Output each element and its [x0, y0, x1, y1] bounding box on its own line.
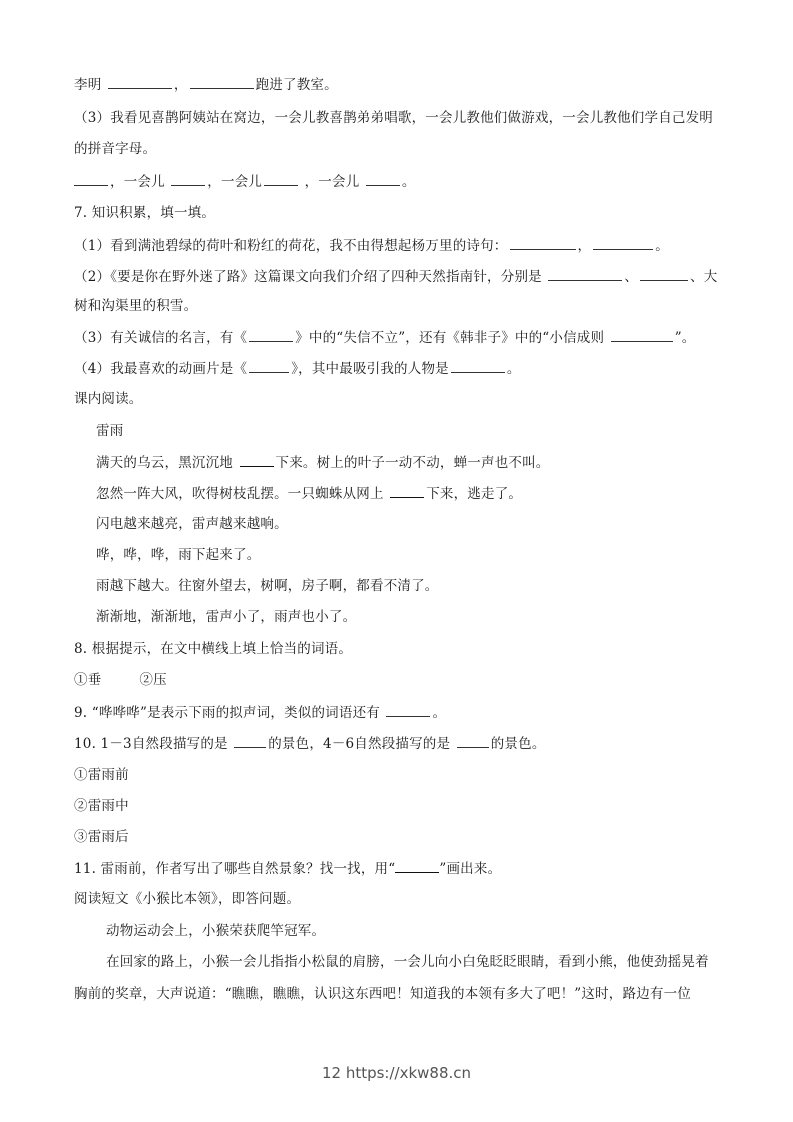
- fill-blank[interactable]: [190, 74, 254, 89]
- text: 10. 1－3自然段描写的是: [74, 736, 233, 752]
- poem-paragraph-5: 雨越下越大。往窗外望去，树啊，房子啊，都看不清了。: [96, 578, 439, 594]
- poem-paragraph-6: 渐渐地，渐渐地，雷声小了，雨声也小了。: [96, 609, 357, 625]
- text: 11. 雷雨前，作者写出了哪些自然景象？找一找，用“: [74, 861, 396, 877]
- fill-blank[interactable]: [366, 171, 400, 186]
- question-7-3: [74, 327, 696, 348]
- poem-title: 雷雨: [96, 423, 124, 439]
- question-7-4: [74, 358, 521, 379]
- text: ，一会儿: [110, 174, 170, 190]
- text: 。: [401, 174, 416, 190]
- story-paragraph-2-cont: 胸前的奖章，大声说道：“瞧瞧，瞧瞧，认识这东西吧！知道我的本领有多大了吧！”这时，路边有一位: [74, 986, 692, 1002]
- question-8-options: [74, 670, 167, 690]
- text: 李明: [74, 77, 106, 93]
- text: ，: [577, 238, 592, 254]
- fill-blank[interactable]: [451, 358, 505, 373]
- question-7-2-cont: 树和沟渠里的积雪。: [74, 298, 198, 314]
- reading-intro: 课内阅读。: [74, 391, 143, 407]
- text: （4）我最喜欢的动画片是《: [74, 361, 248, 377]
- option-2: ②压: [139, 672, 167, 688]
- text: ”。: [674, 330, 696, 346]
- fill-blank[interactable]: [108, 74, 172, 89]
- question-7-title: 7. 知识积累，填一填。: [74, 205, 216, 221]
- poem-paragraph-3: 闪电越来越亮，雷声越来越响。: [96, 516, 288, 532]
- page-footer: [0, 1064, 793, 1082]
- text: （3）有关诚信的名言，有《: [74, 330, 248, 346]
- text: 》中的“失信不立”，还有《韩非子》中的“小信成则: [295, 330, 609, 346]
- text: 》，其中最吸引我的人物是: [291, 361, 449, 377]
- text: 。: [324, 77, 338, 93]
- fill-blank[interactable]: [386, 702, 430, 717]
- story-paragraph-2: 在回家的路上，小猴一会儿指指小松鼠的肩膀，一会儿向小白兔眨眨眼睛，看到小熊，他使劲摇晃着: [106, 954, 709, 970]
- poem-paragraph-4: 哗，哗，哗，雨下起来了。: [96, 547, 261, 563]
- text: 。: [506, 361, 521, 377]
- text: 下来，逃走了。: [426, 486, 523, 502]
- question-7-2: [74, 266, 717, 287]
- text: 9. “哗哗哗”是表示下雨的拟声词，类似的词语还有: [74, 705, 385, 721]
- text: 、: [624, 269, 639, 285]
- fill-blank[interactable]: [234, 733, 266, 748]
- answer-line-yihuier: [74, 171, 416, 192]
- text: 下来。树上的叶子一动不动，蝉一声也不叫。: [275, 455, 550, 471]
- question-7-1: [74, 235, 669, 256]
- fill-blank[interactable]: [249, 327, 293, 342]
- text: （2）《要是你在野外迷了路》这篇课文向我们介绍了四种天然指南针，分别是: [74, 269, 547, 285]
- fill-blank[interactable]: [264, 171, 298, 186]
- fill-blank[interactable]: [457, 733, 489, 748]
- text: ”画出来。: [439, 861, 502, 877]
- fill-blank[interactable]: [390, 483, 424, 498]
- fill-blank[interactable]: [249, 358, 289, 373]
- fill-blank[interactable]: [240, 452, 274, 467]
- fill-blank[interactable]: [510, 235, 576, 250]
- text: 的景色，4－6自然段描写的是: [268, 736, 455, 752]
- fill-blank[interactable]: [593, 235, 653, 250]
- text: 忽然一阵大风，吹得树枝乱摆。一只蜘蛛从网上: [96, 486, 389, 502]
- text: （1）看到满池碧绿的荷叶和粉红的荷花，我不由得想起杨万里的诗句：: [74, 238, 508, 254]
- question-11: [74, 858, 501, 879]
- text: 跑进了教室: [255, 77, 325, 93]
- question-8-title: 8. 根据提示，在文中横线上填上恰当的词语。: [74, 641, 353, 657]
- text: ，一会儿: [207, 174, 263, 190]
- question-6-3: （3）我看见喜鹊阿姨站在窝边，一会儿教喜鹊弟弟唱歌，一会儿教他们做游戏，一会儿教他们学自己发明: [74, 110, 713, 126]
- underline-sample: [395, 858, 439, 873]
- story-paragraph-1: 动物运动会上，小猴荣获爬竿冠军。: [106, 923, 326, 939]
- question-10-option-1: ①雷雨前: [74, 767, 129, 783]
- poem-paragraph-1: [96, 452, 550, 473]
- question-10-option-2: ②雷雨中: [74, 798, 129, 814]
- text: 、大: [690, 269, 718, 285]
- question-9: [74, 702, 446, 723]
- option-1: ①垂: [74, 672, 102, 688]
- text: 。: [655, 238, 669, 254]
- fill-blank[interactable]: [74, 171, 108, 186]
- question-10-option-3: ③雷雨后: [74, 829, 129, 845]
- page-number: 12: [321, 1064, 342, 1082]
- text: 。: [432, 705, 447, 721]
- answer-line-liming: [74, 74, 338, 95]
- fill-blank[interactable]: [548, 266, 622, 281]
- text: 满天的乌云，黑沉沉地: [96, 455, 238, 471]
- fill-blank[interactable]: [171, 171, 205, 186]
- text: ，: [173, 77, 188, 93]
- poem-paragraph-2: [96, 483, 522, 504]
- footer-url[interactable]: https://xkw88.cn: [345, 1064, 472, 1082]
- text: 的景色。: [490, 736, 546, 752]
- fill-blank[interactable]: [611, 327, 673, 342]
- fill-blank[interactable]: [640, 266, 688, 281]
- text: ，一会儿: [300, 174, 364, 190]
- question-6-3-cont: 的拼音字母。: [74, 141, 157, 157]
- reading2-intro: 阅读短文《小猴比本领》，即答问题。: [74, 891, 301, 907]
- question-10: [74, 733, 546, 754]
